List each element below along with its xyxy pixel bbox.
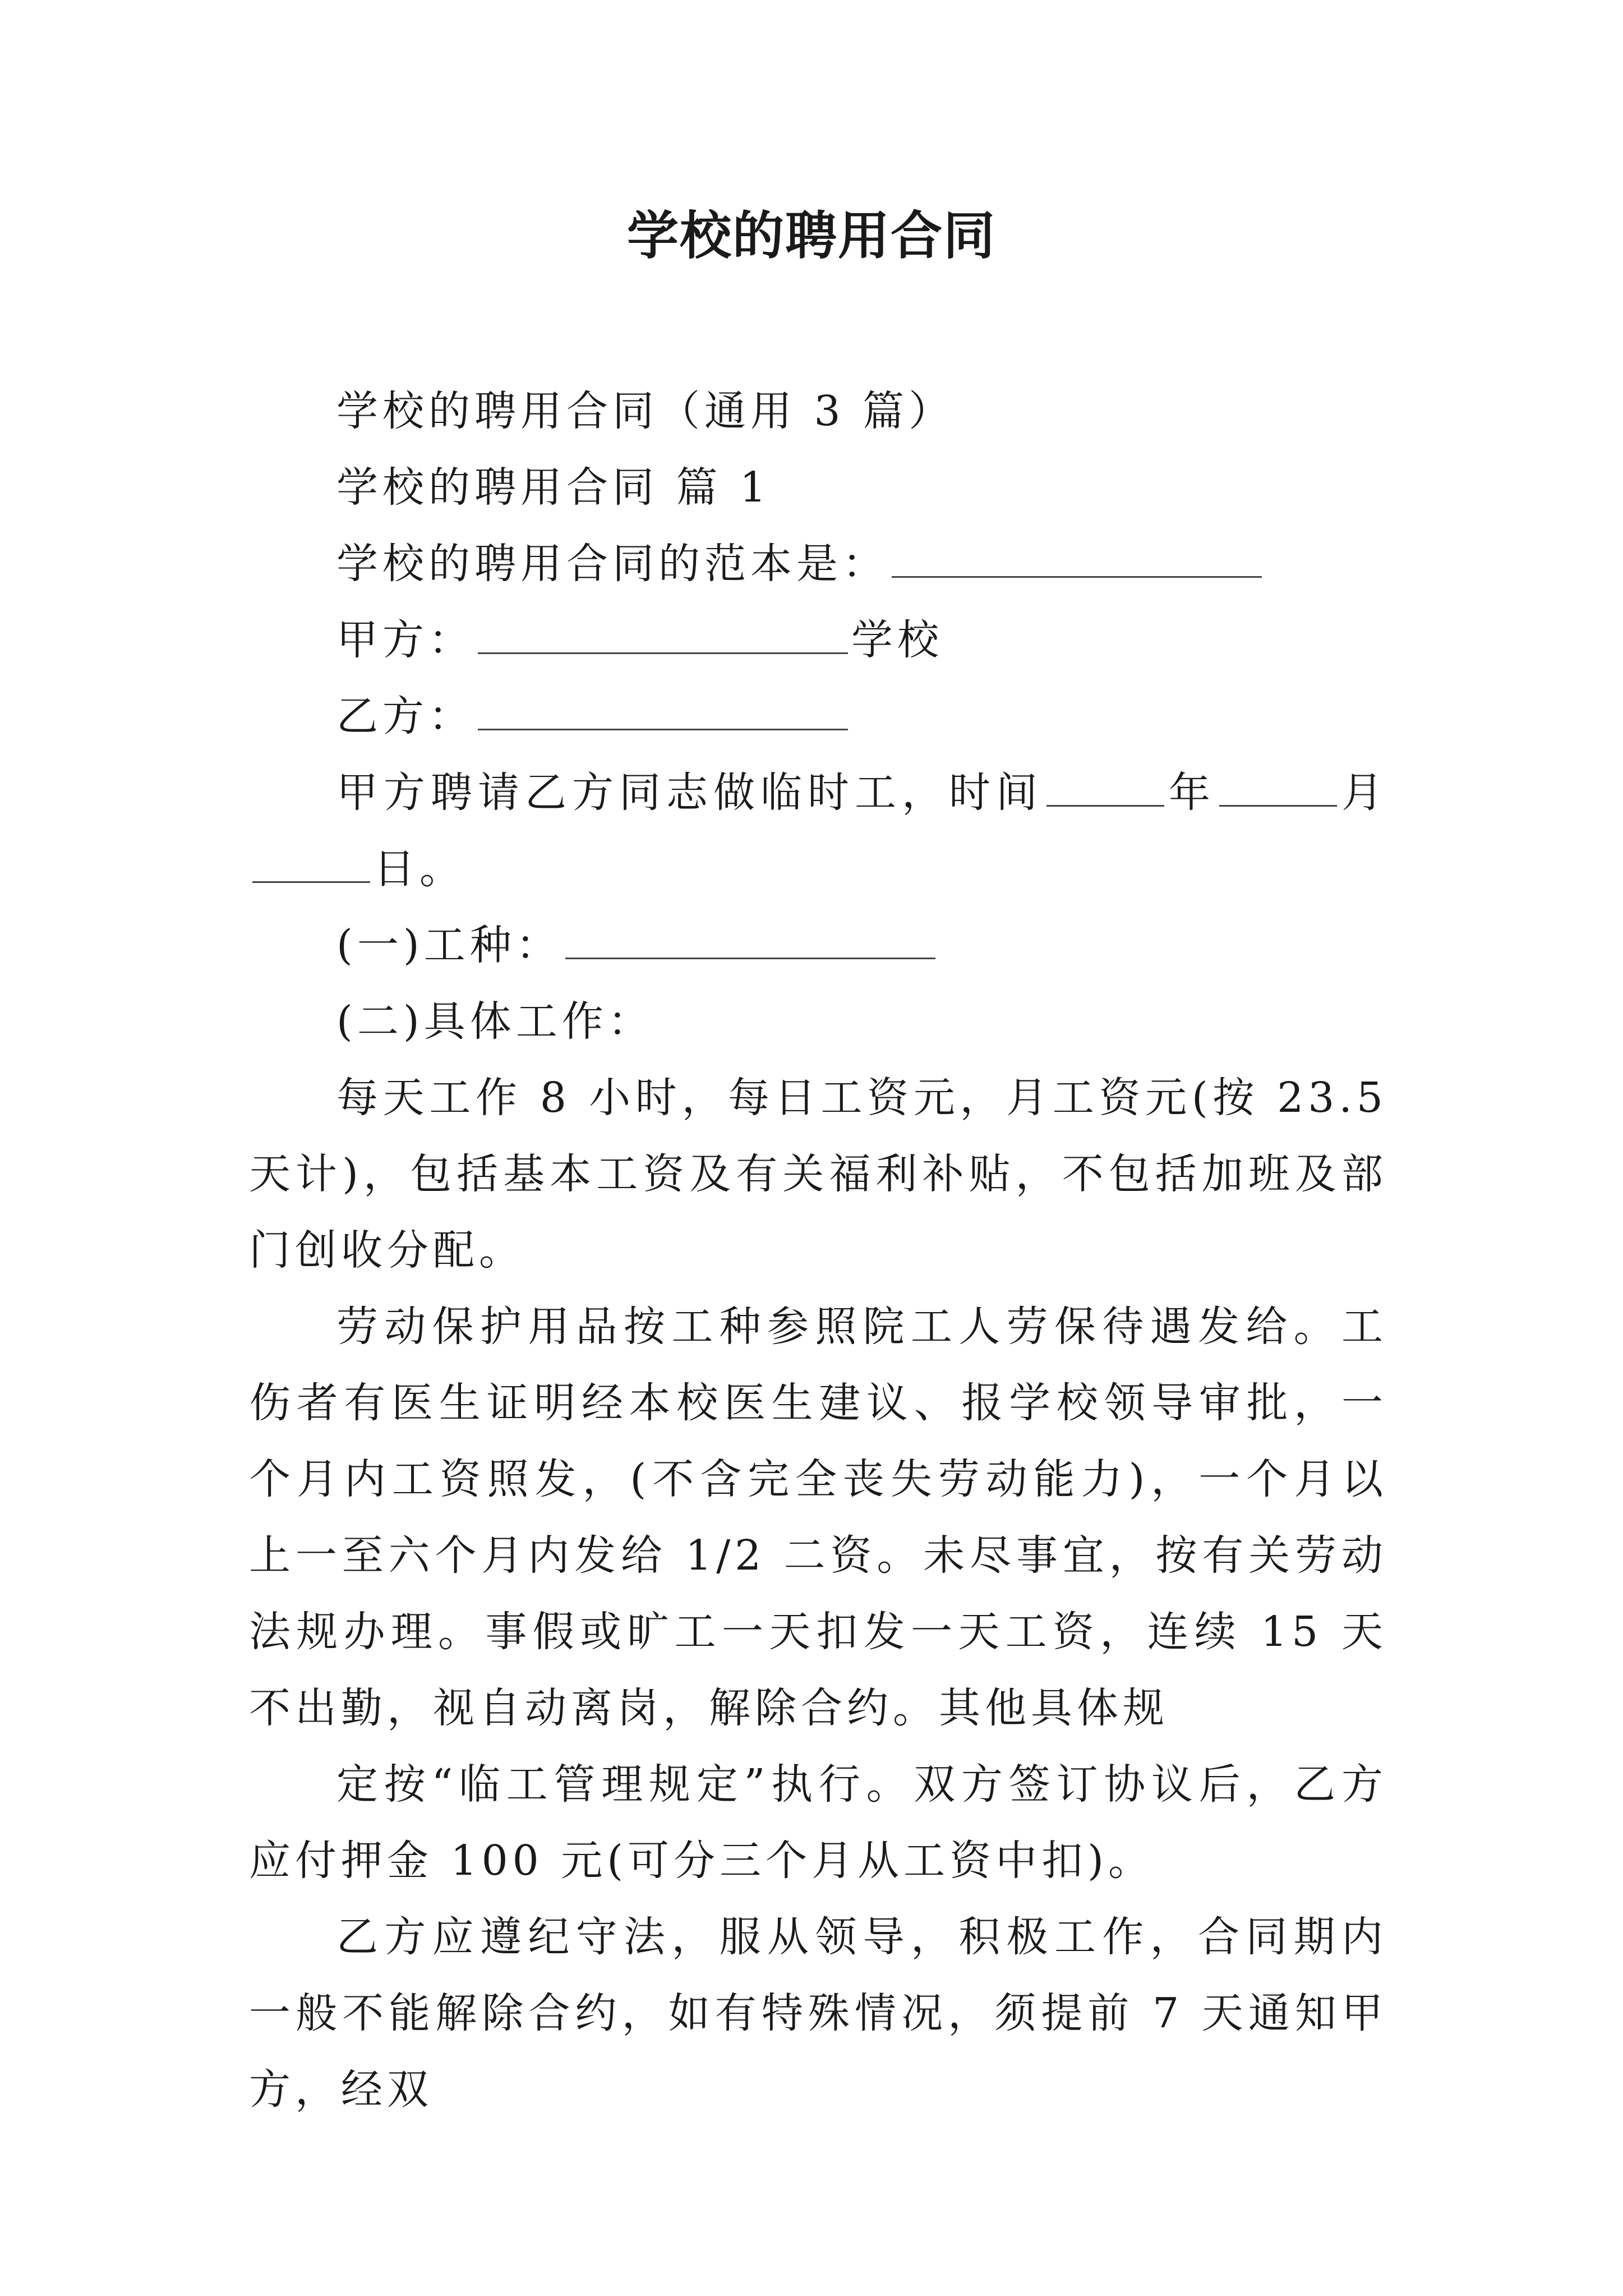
day-blank — [252, 848, 370, 883]
party-a-blank — [478, 619, 848, 654]
template-blank — [892, 542, 1262, 578]
party-b-line — [249, 678, 1387, 754]
hire-paragraph — [249, 754, 1387, 907]
hire-day: 日。 — [374, 845, 465, 893]
party-b-blank — [478, 695, 848, 730]
month-blank — [1219, 771, 1337, 807]
rules-paragraph: 定按“临工管理规定”执行。双方签订协议后，乙方应付押金 100 元(可分三个月从工资中扣)。 — [249, 1760, 1387, 1885]
party-b-label: 乙方： — [336, 692, 474, 740]
template-line — [249, 526, 1387, 602]
hire-year: 年 — [1168, 769, 1216, 817]
document-body — [249, 373, 1387, 2128]
document-title: 学校的聘用合同 — [626, 205, 996, 266]
party-a-label: 甲方： — [336, 616, 474, 664]
hire-sentence: 甲方聘请乙方同志做临时工，时间 — [336, 769, 1043, 817]
template-label: 学校的聘用合同的范本是： — [336, 540, 888, 588]
job-detail-line: (二)具体工作： — [336, 997, 654, 1046]
law-paragraph: 乙方应遵纪守法，服从领导，积极工作，合同期内一般不能解除合约，如有特殊情况，须提前 7 天通知甲方，经双 — [249, 1913, 1387, 2114]
section-heading: 学校的聘用合同 篇 1 — [336, 463, 771, 512]
protection-paragraph: 劳动保护用品按工种参照院工人劳保待遇发给。工伤者有医生证明经本校医生建议、报学校领导审批，一个月内工资照发，(不含完全丧失劳动能力)，一个月以上一至六个月内发给 1/2 二资。未尽事宜，按有关劳动法规办理。事假或旷工一天扣发一天工资，连续 15 天不出勤，视自动离岗，解除合约。其他具体规 — [249, 1303, 1387, 1732]
year-blank — [1046, 771, 1164, 807]
party-a-suffix: 学校 — [851, 616, 943, 664]
wage-paragraph: 每天工作 8 小时，每日工资元，月工资元(按 23.5 天计)，包括基本工资及有关福利补贴，不包括加班及部门创收分配。 — [249, 1074, 1387, 1274]
job-type-blank — [565, 924, 935, 959]
hire-month: 月 — [1340, 769, 1387, 817]
subtitle-line: 学校的聘用合同（通用 3 篇） — [336, 387, 955, 435]
job-type-label: (一)工种： — [336, 921, 562, 969]
party-a-line — [249, 602, 1387, 678]
job-type-line — [249, 907, 1387, 983]
